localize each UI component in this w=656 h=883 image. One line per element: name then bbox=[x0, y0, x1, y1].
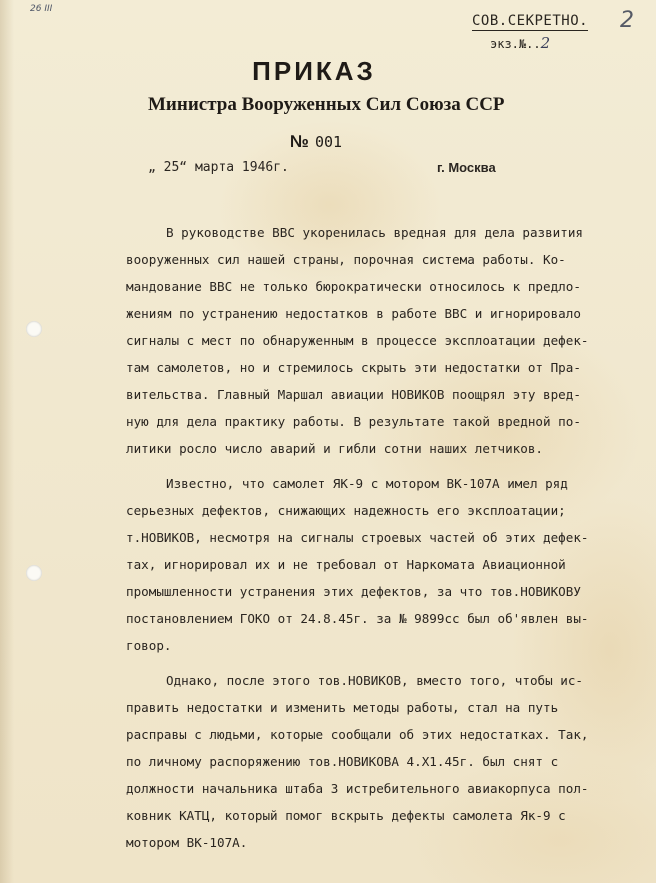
order-number-value: 001 bbox=[314, 133, 343, 151]
document-body bbox=[126, 219, 638, 856]
text-line: править недостатки и изменить методы работы, стал на путь bbox=[126, 700, 559, 715]
text-line: ную для дела практику работы. В результате такой вредной по- bbox=[126, 414, 581, 429]
order-number-label: № bbox=[290, 132, 309, 151]
text-line: вительства. Главный Маршал авиации НОВИКОВ поощрял эту вред- bbox=[126, 387, 581, 402]
text-line: В руководстве ВВС укоренилась вредная для дела развития bbox=[166, 225, 584, 240]
order-date: „ 25“ марта 1946г. bbox=[148, 160, 289, 175]
paragraph-2 bbox=[126, 470, 638, 659]
paragraph-gap bbox=[126, 659, 638, 667]
handwritten-page-number: 2 bbox=[620, 8, 634, 33]
page-fold-shadow bbox=[0, 0, 14, 883]
document-title: ПРИКАЗ bbox=[252, 56, 376, 86]
text-line: должности начальника штаба 3 истребительного авиакорпуса пол- bbox=[126, 781, 589, 796]
paragraph-gap bbox=[126, 462, 638, 470]
text-line: постановлением ГОКО от 24.8.45г. за № 9899сс был об'явлен вы- bbox=[126, 611, 589, 626]
order-number bbox=[290, 132, 342, 152]
text-line: серьезных дефектов, снижающих надежность его эксплоатации; bbox=[126, 503, 566, 518]
text-line: по личному распоряжению тов.НОВИКОВА 4.Х1.45г. был снят с bbox=[126, 754, 559, 769]
text-line: говор. bbox=[126, 638, 172, 653]
archive-reference: 26 III bbox=[30, 4, 53, 14]
text-line: там самолетов, но и стремилось скрыть эти недостатки от Пра- bbox=[126, 360, 581, 375]
text-line: промышленности устранения этих дефектов, за что тов.НОВИКОВУ bbox=[126, 584, 581, 599]
classification-stamp bbox=[472, 13, 588, 31]
text-line: Однако, после этого тов.НОВИКОВ, вместо того, чтобы ис- bbox=[166, 673, 584, 688]
order-city: г. Москва bbox=[437, 160, 496, 175]
text-line: т.НОВИКОВ, несмотря на сигналы строевых частей об этих дефек- bbox=[126, 530, 589, 545]
text-line: расправы с людьми, которые сообщали об этих недостатках. Так, bbox=[126, 727, 589, 742]
text-line: мандование ВВС не только бюрократически относилось к предло- bbox=[126, 279, 581, 294]
text-line: жениям по устранению недостатков в работе ВВС и игнорировало bbox=[126, 306, 581, 321]
text-line: литики росло число аварий и гибли сотни наших летчиков. bbox=[126, 441, 544, 456]
text-line: сигналы с мест по обнаруженным в процессе эксплоатации дефек- bbox=[126, 333, 589, 348]
copy-number-handwritten: 2 bbox=[540, 34, 551, 52]
text-line: вооруженных сил нашей страны, порочная система работы. Ко- bbox=[126, 252, 566, 267]
copy-number-line bbox=[490, 34, 550, 52]
text-line: мотором ВК-107А. bbox=[126, 835, 248, 850]
classification-text: СОВ.СЕКРЕТНО. bbox=[472, 13, 589, 29]
paragraph-1 bbox=[126, 219, 638, 462]
text-line: тах, игнорировал их и не требовал от Наркомата Авиационной bbox=[126, 557, 566, 572]
punch-hole-icon bbox=[26, 565, 42, 581]
punch-hole-icon bbox=[26, 321, 42, 337]
copy-label: экз.№.. bbox=[490, 37, 541, 51]
document-subtitle: Министра Вооруженных Сил Союза ССР bbox=[148, 94, 505, 115]
text-line: Известно, что самолет ЯК-9 с мотором ВК-107А имел ряд bbox=[166, 476, 568, 491]
text-line: ковник КАТЦ, который помог вскрыть дефекты самолета Як-9 с bbox=[126, 808, 566, 823]
paragraph-3 bbox=[126, 667, 638, 856]
